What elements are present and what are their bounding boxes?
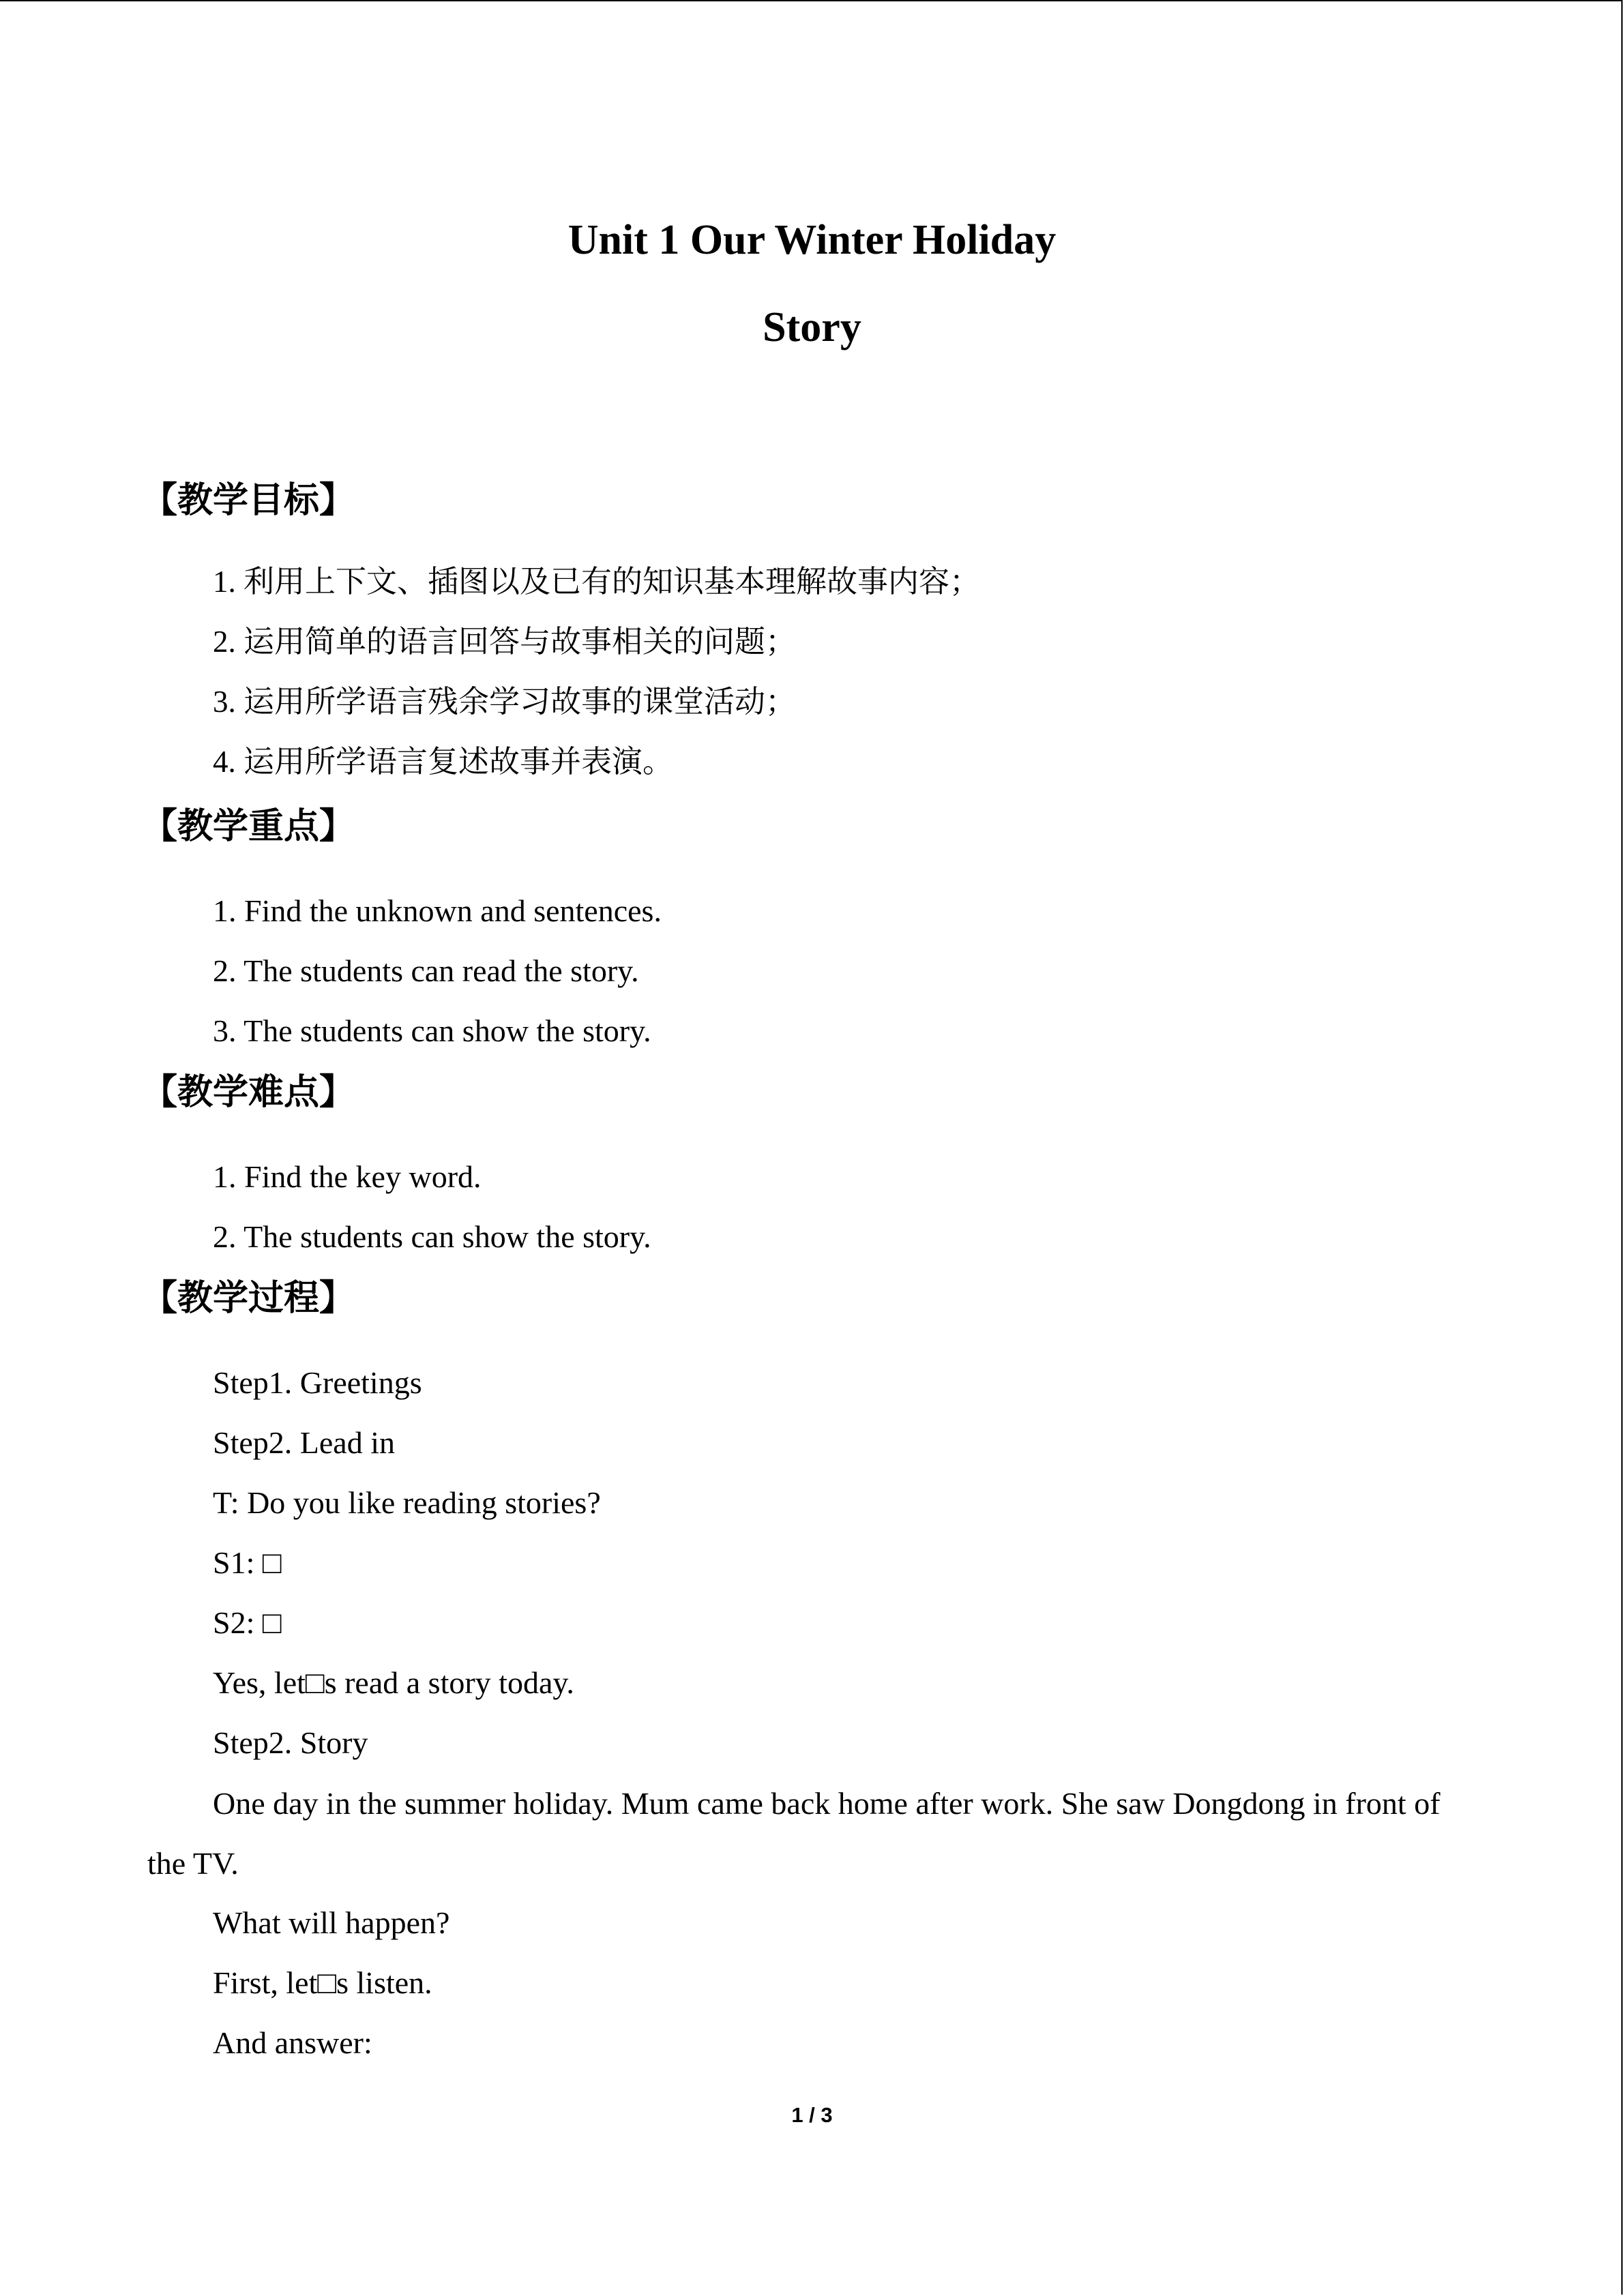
process-line: Yes, let□s read a story today. [213, 1665, 574, 1700]
process-line: Step2. Story [213, 1725, 368, 1760]
process-line: What will happen? [213, 1905, 450, 1940]
process-heading: 【教学过程】 [142, 1278, 355, 1319]
process-line: Step2. Lead in [213, 1425, 395, 1460]
document-title: Unit 1 Our Winter Holiday [567, 217, 1057, 263]
key-points-heading: 【教学重点】 [142, 806, 355, 847]
process-line: Step1. Greetings [213, 1365, 422, 1400]
process-line: S1: □ [213, 1545, 282, 1580]
process-line: S2: □ [213, 1605, 282, 1640]
key-point-item: 2. The students can read the story. [213, 953, 639, 988]
process-line: And answer: [213, 2025, 372, 2060]
objective-item: 4. 运用所学语言复述故事并表演。 [213, 745, 674, 779]
difficulties-heading: 【教学难点】 [142, 1072, 355, 1113]
process-line: T: Do you like reading stories? [213, 1485, 601, 1520]
difficulty-item: 1. Find the key word. [213, 1159, 482, 1194]
objectives-heading: 【教学目标】 [142, 480, 355, 521]
page-number: 1 / 3 [791, 2103, 833, 2127]
difficulty-item: 2. The students can show the story. [213, 1219, 651, 1254]
objective-item: 1. 利用上下文、插图以及已有的知识基本理解故事内容； [213, 565, 981, 599]
process-line: First, let□s listen. [213, 1965, 432, 2000]
objective-item: 3. 运用所学语言残余学习故事的课堂活动； [213, 685, 797, 719]
story-paragraph: One day in the summer holiday. Mum came back home after work. She saw Dongdong in front of the TV. [147, 1786, 1441, 1881]
key-point-item: 3. The students can show the story. [213, 1013, 651, 1048]
objective-item: 2. 运用简单的语言回答与故事相关的问题； [213, 625, 797, 659]
key-point-item: 1. Find the unknown and sentences. [213, 893, 662, 928]
document-subtitle: Story [763, 304, 861, 351]
